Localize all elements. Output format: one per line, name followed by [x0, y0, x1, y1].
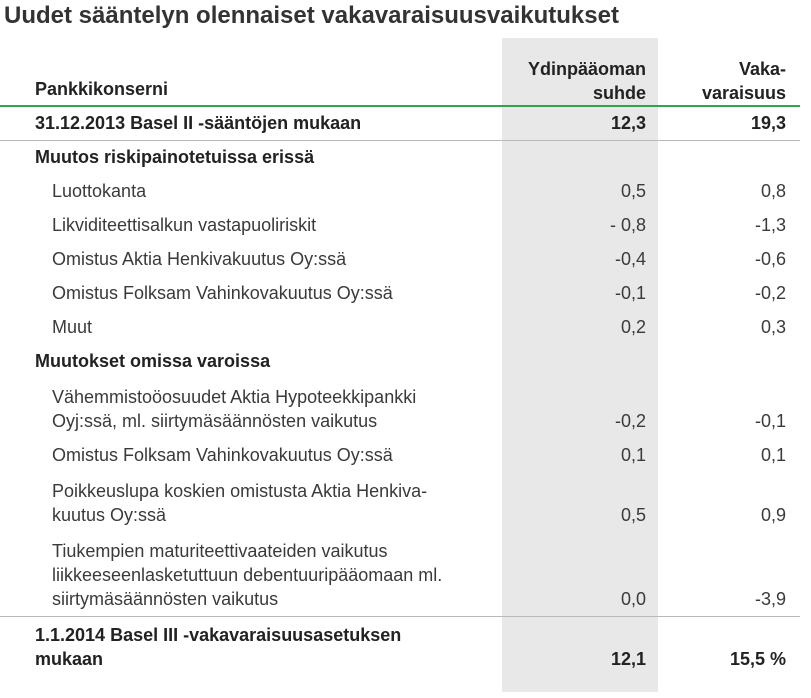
row-label-line: Vähemmistoöosuudet Aktia Hypoteekkipankki: [52, 387, 417, 407]
section-heading: Muutokset omissa varoissa: [35, 351, 271, 371]
core-capital-value: -0,1: [614, 283, 646, 303]
capital-adequacy-value: 0,1: [760, 445, 786, 465]
table-row: [0, 310, 800, 344]
capital-adequacy-value: -0,2: [754, 283, 786, 303]
table-row: [0, 174, 800, 208]
header-capital-adequacy: [658, 46, 800, 106]
core-capital-value: 0,1: [620, 445, 646, 465]
core-capital-value: -0,2: [614, 411, 646, 431]
core-capital-value: 0,0: [620, 588, 646, 609]
section-heading: Muutos riskipainotetuissa erissä: [35, 147, 315, 167]
row-label: [0, 616, 502, 676]
capital-adequacy-value: 0,3: [760, 317, 786, 337]
row-label: Omistus Folksam Vahinkovakuutus Oy:ssä: [52, 445, 393, 465]
table-row: [0, 276, 800, 310]
row-label-line: liikkeeseenlasketuttuun debentuuripääomaan ml.: [52, 564, 443, 585]
table-row: [0, 616, 800, 676]
core-capital-value: 0,5: [620, 505, 646, 525]
section-heading-row: [0, 344, 800, 378]
table-row: [0, 532, 800, 616]
row-label: 31.12.2013 Basel II -sääntöjen mukaan: [0, 106, 502, 140]
row-label: [0, 472, 502, 532]
core-capital-value: 12,3: [502, 106, 658, 140]
section-heading-row: [0, 140, 800, 174]
table-row: [0, 438, 800, 472]
capital-adequacy-value: -0,1: [754, 411, 786, 431]
row-label-line: kuutus Oy:ssä: [52, 505, 167, 525]
table-row: [0, 208, 800, 242]
row-label-line: Tiukempien maturiteettivaateiden vaikutus: [52, 540, 388, 561]
row-label-line: Poikkeuslupa koskien omistusta Aktia Henkiva-: [52, 481, 428, 501]
core-capital-value: 0,5: [620, 181, 646, 201]
capital-adequacy-value: -1,3: [754, 215, 786, 235]
capital-adequacy-value: -3,9: [754, 588, 786, 609]
capital-adequacy-value: 15,5 %: [658, 616, 800, 676]
header-line: suhde: [592, 83, 646, 103]
table-header-row: [0, 46, 800, 106]
row-label-line: Oyj:ssä, ml. siirtymäsäännösten vaikutus: [52, 411, 378, 431]
table-row: [0, 472, 800, 532]
header-line: Vaka-: [738, 59, 786, 79]
core-capital-value: 0,2: [620, 317, 646, 337]
header-bank-group: Pankkikonserni: [0, 46, 502, 106]
capital-adequacy-value: 0,9: [760, 505, 786, 525]
capital-adequacy-value: 0,8: [760, 181, 786, 201]
capital-adequacy-value: -0,6: [754, 249, 786, 269]
capital-adequacy-value: 19,3: [658, 106, 800, 140]
row-label-line: 1.1.2014 Basel III -vakavaraisuusasetuksen: [35, 625, 402, 645]
page-title: Uudet sääntelyn olennaiset vakavaraisuusvaikutukset: [4, 2, 619, 29]
table-row: [0, 378, 800, 438]
header-line: varaisuus: [701, 83, 786, 103]
row-label: Muut: [52, 317, 93, 337]
core-capital-value: 12,1: [502, 616, 658, 676]
core-capital-value: - 0,8: [609, 215, 646, 235]
row-label: [0, 532, 502, 616]
row-label: Omistus Aktia Henkivakuutus Oy:ssä: [52, 249, 347, 269]
row-label: Omistus Folksam Vahinkovakuutus Oy:ssä: [52, 283, 393, 303]
header-core-capital-ratio: [502, 46, 658, 106]
row-label-line: mukaan: [35, 649, 104, 669]
capital-impact-table: [0, 46, 800, 676]
table-row: [0, 106, 800, 140]
row-label-line: siirtymäsäännösten vaikutus: [52, 588, 279, 609]
table-row: [0, 242, 800, 276]
row-label: Luottokanta: [52, 181, 147, 201]
header-line: Ydinpääoman: [527, 59, 646, 79]
row-label: Likviditeettisalkun vastapuoliriskit: [52, 215, 317, 235]
core-capital-value: -0,4: [614, 249, 646, 269]
row-label: [0, 378, 502, 438]
